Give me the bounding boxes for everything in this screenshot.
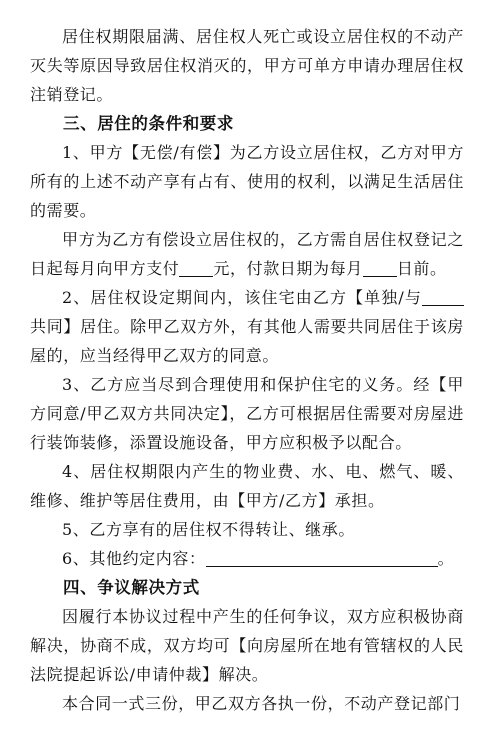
pay-day-blank xyxy=(363,258,397,277)
clause-1: 1、甲方【无偿/有偿】为乙方设立居住权，乙方对甲方所有的上述不动产享有占有、使用的权利，以满足生活居住的需要。 xyxy=(30,143,464,220)
clause-6-label: 6、其他约定内容： xyxy=(62,549,206,568)
clause-6-end: 。 xyxy=(437,549,455,568)
payment-text-a: 甲方为乙方有偿设立居住权的，乙方需自居住权登记之日起每月向甲方支付 xyxy=(30,230,464,278)
clause-4: 4、居住权期限内产生的物业费、水、电、燃气、暖、维修、维护等居住费用，由【甲方/乙方】承担。 xyxy=(30,462,464,510)
other-terms-blank xyxy=(206,548,438,567)
section-4-heading: 四、争议解决方式 xyxy=(63,578,200,597)
payment-text-b: 元，付款日期为每月 xyxy=(213,259,363,278)
copies-paragraph: 本合同一式三份，甲乙双方各执一份，不动产登记部门 xyxy=(62,694,461,713)
clause-5: 5、乙方享有的居住权不得转让、继承。 xyxy=(62,520,355,539)
clause-6 xyxy=(30,544,464,573)
clause-3: 3、乙方应当尽到合理使用和保护住宅的义务。经【甲方同意/甲乙双方共同决定】，乙方可根据居住需要对房屋进行装饰装修，添置设施设备，甲方应积极予以配合。 xyxy=(30,375,464,452)
clause-2 xyxy=(30,283,464,370)
section-3-heading: 三、居住的条件和要求 xyxy=(63,114,234,133)
dispute-paragraph: 因履行本协议过程中产生的任何争议，双方应积极协商解决，协商不成，双方均可【向房屋所在地有管辖权的人民法院提起诉讼/申请仲裁】解决。 xyxy=(30,607,464,684)
payment-paragraph xyxy=(30,225,464,283)
clause-2-text-a: 2、居住权设定期间内，该住宅由乙方【单独/与 xyxy=(62,288,422,307)
payment-text-c: 日前。 xyxy=(396,259,447,278)
amount-blank xyxy=(179,258,213,277)
clause-2-text-b: 共同】居住。除甲乙双方外，有其他人需要共同居住于该房屋的，应当经得甲乙双方的同意。 xyxy=(30,317,464,365)
co-resident-blank xyxy=(422,287,464,306)
paragraph-termination: 居住权期限届满、居住权人死亡或设立居住权的不动产灭失等原因导致居住权消灭的，甲方可单方申请办理居住权注销登记。 xyxy=(30,27,464,104)
